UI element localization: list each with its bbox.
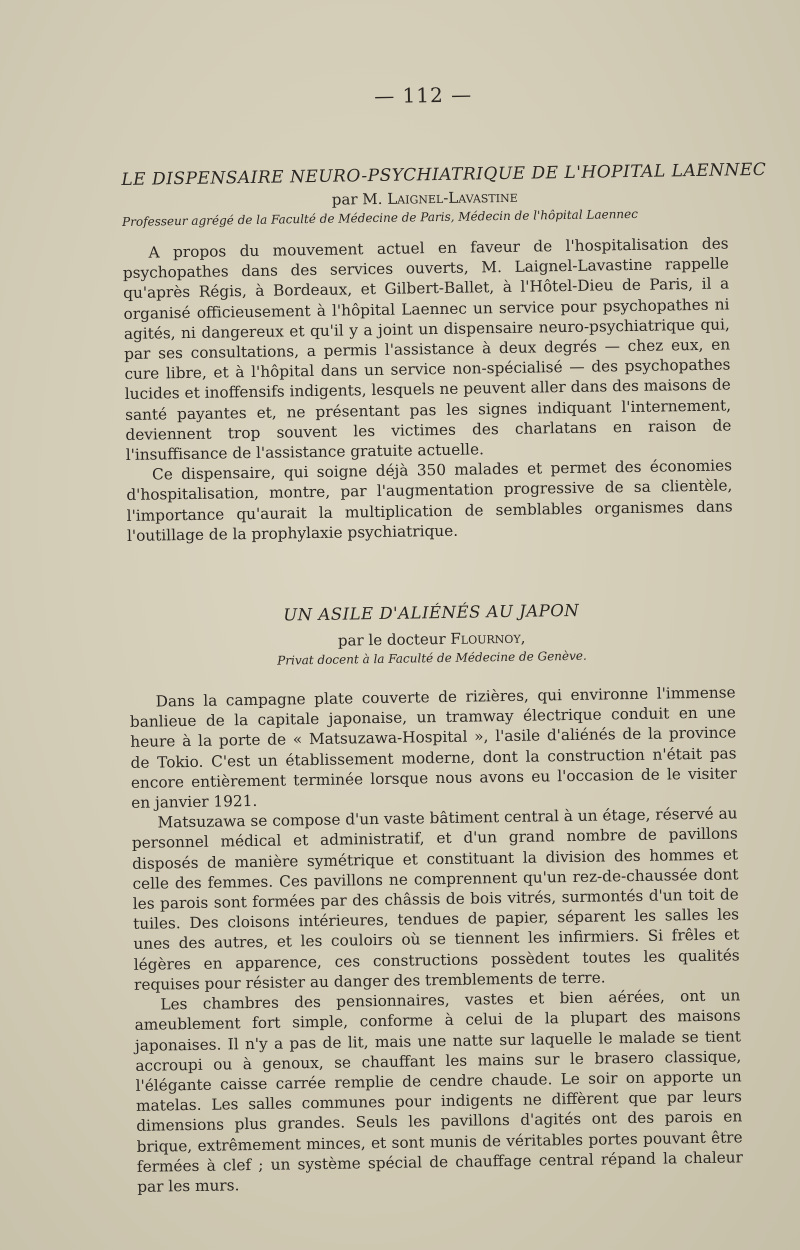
byline-prefix: par le docteur [337,630,446,650]
byline-prefix: par M. [331,189,383,209]
author-affiliation: Professeur agrégé de la Faculté de Médecine de Paris, Médecin de l'hôpital Laennec [121,206,639,229]
text-column [120,78,767,1197]
body-paragraph: Les chambres des pensionnaires, vastes et bien aérées, ont un ameublement fort simple, conforme à celui de la plupart des maisons japonaises. Il n'y a pas de lit, mais une natte sur laquelle le malade se tient accroupi ou à genoux, se chauffant les mains sur le brasero classique, l'élégante caisse carrée remplie de cendre chaude. Le soir on apporte un matelas. Les salles communes pour indigents ne diffèrent que par leurs dimensions plus grandes. Seuls les pavillons d'agités ont des parois en brique, extrêmement minces, et sont munis de véritables portes pouvant être fermées à clef ; un système spécial de chauffage central répand la chaleur par les murs. [134,986,744,1196]
author-name: Laignel-Lavastine [387,187,518,208]
body-paragraph: Matsuzawa se compose d'un vaste bâtiment central à un étage, réservé au personnel médical et administratif, et d'un grand nombre de pavillons disposés de manière symétrique et constituant la division des hommes et celle des femmes. Ces pavillons ne comprennent qu'un rez-de-chaussée dont les parois sont formées par des châssis de bois vitrés, surmontés d'un toit de tuiles. Des cloisons intérieures, tendues de papier, séparent les salles les unes des autres, et les couloirs où se tiennent les infirmiers. Si frêles et légères en apparence, ces constructions possèdent toutes les qualités requises pour résister au danger des tremblements de terre. [131,804,740,994]
article-asile-japon [128,598,743,1197]
section-spacer [127,536,734,608]
body-paragraph: A propos du mouvement actuel en faveur de l'hospitalisation des psychopathes dans des services ouverts, M. Laignel-Lavastine rappelle qu'après Régis, à Bordeaux, et Gilbert-Ballet, à l'Hôtel-Dieu de Paris, il a organisé officieusement à l'hôpital Laennec un service pour psychopathes ni agités, ni dangereux et qu'il y a joint un dispensaire neuro-psychiatrique qui, par ses consultations, a permis l'assistance à deux degrés — chez eux, en cure libre, et à l'hôpital dans un service non-spécialisé — des psychopathes lucides et inoffensifs indigents, lesquels ne peuvent aller dans des maisons de santé payantes et, ne présentant pas les signes indiquant l'internement, deviennent trop souvent les victimes des charlatans en raison de l'insuffisance de l'assistance gratuite actuelle. [122,234,732,464]
body-paragraph: Ce dispensaire, qui soigne déjà 350 malades et permet des économies d'hospitalisation, montre, par l'augmentation progressive de sa clientèle, l'importance qu'aurait la multiplication de semblables organismes dans l'outillage de la prophylaxie psychiatrique. [126,456,733,545]
author-affiliation: Privat docent à la Faculté de Médecine de Genève. [277,648,587,668]
article-title: UN ASILE D'ALIÉNÉS AU JAPON [283,600,580,625]
article-dispensaire [121,159,767,546]
page-number: — 112 — [374,82,473,109]
author-name: Flournoy, [450,628,526,648]
article-title: LE DISPENSAIRE NEURO-PSYCHIATRIQUE DE L'HOPITAL LAENNEC [121,159,767,190]
body-paragraph: Dans la campagne plate couverte de rizières, qui environne l'immense banlieue de la capitale japonaise, un tramway électrique conduit en une heure à la porte de « Matsuzawa-Hospital », l'asile d'aliénés de la province de Tokio. C'est un établissement moderne, dont la construction n'était pas encore entièrement terminée lorsque nous avons eu l'occasion de le visiter en janvier 1921. [129,683,737,812]
